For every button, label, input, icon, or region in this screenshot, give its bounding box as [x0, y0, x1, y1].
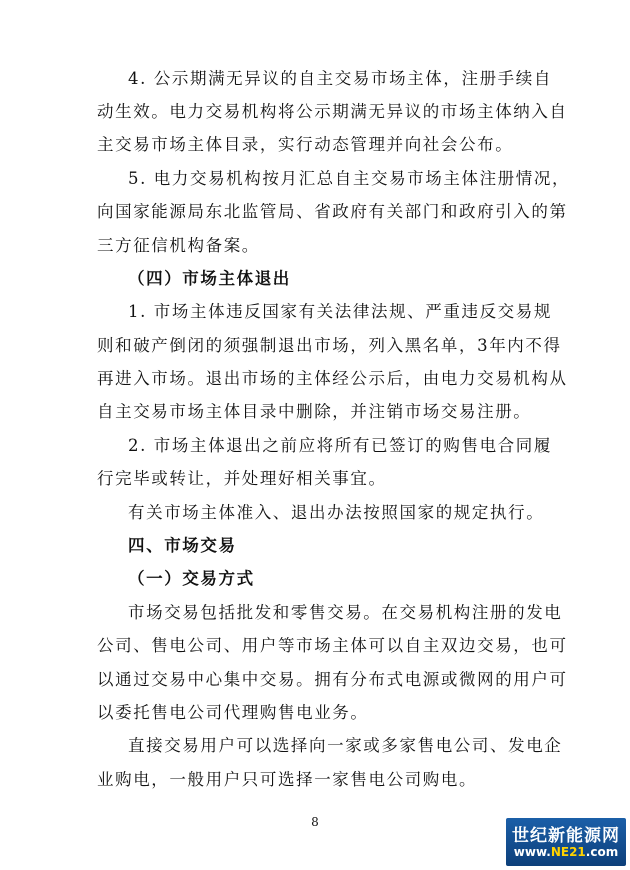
text-line: 三方征信机构备案。	[97, 236, 260, 255]
text-line: 动生效。电力交易机构将公示期满无异议的市场主体纳入自	[97, 102, 568, 121]
text-line: 业购电，一般用户只可选择一家售电公司购电。	[97, 770, 478, 789]
text-line: 自主交易市场主体目录中删除，并注销市场交易注册。	[97, 402, 532, 421]
section-heading: （四）市场主体退出	[128, 269, 291, 288]
text-line: 以委托售电公司代理购售电业务。	[97, 703, 369, 722]
text-line: 直接交易用户可以选择向一家或多家售电公司、发电企	[128, 736, 563, 755]
watermark-name: 世纪新能源网	[512, 826, 620, 846]
text-line: 有关市场主体准入、退出办法按照国家的规定执行。	[128, 503, 545, 522]
watermark-url: www.NE21.com	[513, 845, 619, 859]
text-line: 以通过交易中心集中交易。拥有分布式电源或微网的用户可	[97, 670, 568, 689]
page-number: 8	[311, 815, 319, 829]
watermark-logo	[506, 818, 626, 866]
text-line: 向国家能源局东北监管局、省政府有关部门和政府引入的第	[97, 202, 568, 221]
text-line: 2. 市场主体退出之前应将所有已签订的购售电合同履	[128, 436, 552, 455]
text-line: 4. 公示期满无异议的自主交易市场主体，注册手续自	[128, 69, 552, 88]
text-line: 公司、售电公司、用户等市场主体可以自主双边交易，也可	[97, 636, 568, 655]
chapter-heading: 四、市场交易	[128, 536, 237, 555]
text-line: 市场交易包括批发和零售交易。在交易机构注册的发电	[128, 603, 563, 622]
text-line: 再进入市场。退出市场的主体经公示后，由电力交易机构从	[97, 369, 568, 388]
text-line: 1. 市场主体违反国家有关法律法规、严重违反交易规	[128, 302, 552, 321]
text-line: 5. 电力交易机构按月汇总自主交易市场主体注册情况，	[128, 169, 571, 188]
text-line: 则和破产倒闭的须强制退出市场，列入黑名单，3年内不得	[97, 336, 562, 355]
text-line: 行完毕或转让，并处理好相关事宜。	[97, 469, 387, 488]
text-line: 主交易市场主体目录，实行动态管理并向社会公布。	[97, 135, 514, 154]
section-heading: （一）交易方式	[128, 569, 255, 588]
